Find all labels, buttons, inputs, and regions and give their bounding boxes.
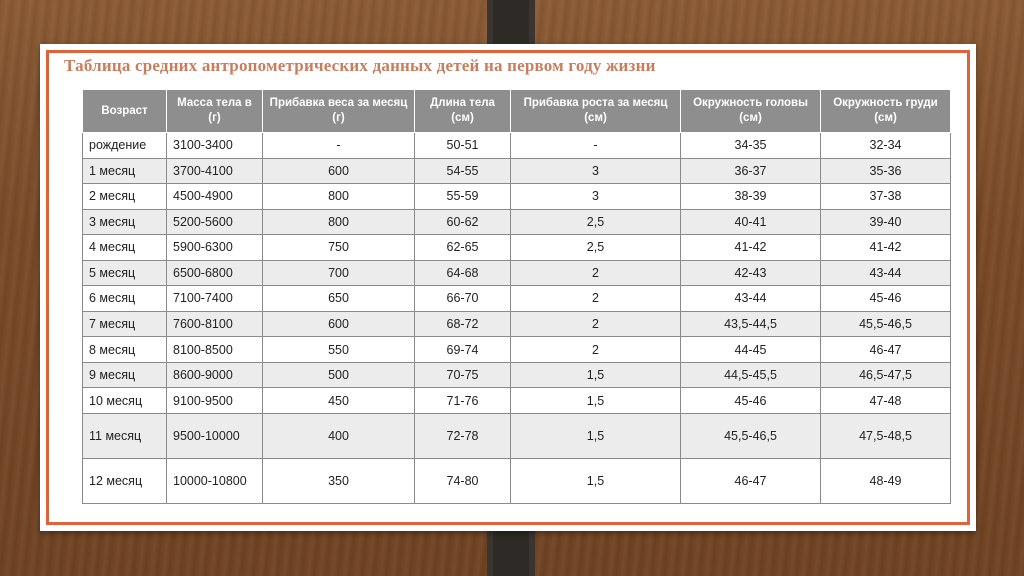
cell-height-gain: 2 (511, 260, 681, 286)
page-title: Таблица средних антропометрических данных детей на первом году жизни (64, 56, 656, 75)
cell-mass: 8600-9000 (167, 362, 263, 388)
cell-weight-gain: 550 (263, 337, 415, 363)
cell-length: 50-51 (415, 133, 511, 159)
cell-length: 60-62 (415, 209, 511, 235)
cell-age: 7 месяц (83, 311, 167, 337)
cell-chest-circ: 45-46 (821, 286, 951, 312)
table-row (83, 286, 951, 312)
table-row (83, 337, 951, 363)
table-row (83, 388, 951, 414)
cell-mass: 9500-10000 (167, 413, 263, 458)
cell-head-circ: 43-44 (681, 286, 821, 312)
cell-weight-gain: - (263, 133, 415, 159)
cell-weight-gain: 500 (263, 362, 415, 388)
table-row (83, 158, 951, 184)
col-header-chest-circ: Окружность груди (см) (821, 90, 951, 133)
cell-age: 12 месяц (83, 458, 167, 503)
cell-length: 62-65 (415, 235, 511, 261)
cell-head-circ: 46-47 (681, 458, 821, 503)
table-row (83, 184, 951, 210)
table-header-row (83, 90, 951, 133)
cell-head-circ: 42-43 (681, 260, 821, 286)
cell-height-gain: 1,5 (511, 458, 681, 503)
cell-head-circ: 43,5-44,5 (681, 311, 821, 337)
cell-height-gain: 2 (511, 337, 681, 363)
col-header-head-circ: Окружность головы (см) (681, 90, 821, 133)
cell-length: 66-70 (415, 286, 511, 312)
cell-chest-circ: 43-44 (821, 260, 951, 286)
cell-age: 8 месяц (83, 337, 167, 363)
col-header-length: Длина тела (см) (415, 90, 511, 133)
background-strap-bottom (487, 524, 535, 576)
cell-age: 5 месяц (83, 260, 167, 286)
table-row (83, 209, 951, 235)
cell-mass: 9100-9500 (167, 388, 263, 414)
cell-weight-gain: 700 (263, 260, 415, 286)
cell-age: 9 месяц (83, 362, 167, 388)
cell-chest-circ: 45,5-46,5 (821, 311, 951, 337)
cell-mass: 4500-4900 (167, 184, 263, 210)
cell-height-gain: 1,5 (511, 388, 681, 414)
cell-age: 3 месяц (83, 209, 167, 235)
cell-chest-circ: 48-49 (821, 458, 951, 503)
cell-age: рождение (83, 133, 167, 159)
cell-height-gain: 2 (511, 311, 681, 337)
table-row (83, 311, 951, 337)
cell-head-circ: 36-37 (681, 158, 821, 184)
cell-height-gain: 2 (511, 286, 681, 312)
cell-chest-circ: 37-38 (821, 184, 951, 210)
cell-weight-gain: 600 (263, 311, 415, 337)
cell-weight-gain: 650 (263, 286, 415, 312)
cell-mass: 8100-8500 (167, 337, 263, 363)
cell-weight-gain: 750 (263, 235, 415, 261)
table-row (83, 413, 951, 458)
cell-length: 72-78 (415, 413, 511, 458)
col-header-age: Возраст (83, 90, 167, 133)
table-row (83, 362, 951, 388)
cell-chest-circ: 47,5-48,5 (821, 413, 951, 458)
cell-head-circ: 44,5-45,5 (681, 362, 821, 388)
table-row (83, 260, 951, 286)
cell-chest-circ: 46-47 (821, 337, 951, 363)
cell-height-gain: 1,5 (511, 413, 681, 458)
cell-age: 2 месяц (83, 184, 167, 210)
table-row (83, 133, 951, 159)
cell-length: 55-59 (415, 184, 511, 210)
cell-mass: 5200-5600 (167, 209, 263, 235)
cell-length: 64-68 (415, 260, 511, 286)
cell-height-gain: 2,5 (511, 209, 681, 235)
slide-card (40, 44, 976, 531)
cell-mass: 3700-4100 (167, 158, 263, 184)
cell-height-gain: 3 (511, 158, 681, 184)
table-row (83, 458, 951, 503)
cell-age: 4 месяц (83, 235, 167, 261)
cell-age: 6 месяц (83, 286, 167, 312)
cell-weight-gain: 800 (263, 209, 415, 235)
cell-chest-circ: 46,5-47,5 (821, 362, 951, 388)
cell-height-gain: 2,5 (511, 235, 681, 261)
cell-mass: 3100-3400 (167, 133, 263, 159)
cell-mass: 10000-10800 (167, 458, 263, 503)
cell-weight-gain: 600 (263, 158, 415, 184)
table-row (83, 235, 951, 261)
cell-length: 69-74 (415, 337, 511, 363)
col-header-mass: Масса тела в (г) (167, 90, 263, 133)
cell-weight-gain: 350 (263, 458, 415, 503)
cell-length: 70-75 (415, 362, 511, 388)
table-body (83, 133, 951, 504)
cell-chest-circ: 47-48 (821, 388, 951, 414)
cell-height-gain: 1,5 (511, 362, 681, 388)
cell-weight-gain: 800 (263, 184, 415, 210)
cell-head-circ: 44-45 (681, 337, 821, 363)
cell-length: 54-55 (415, 158, 511, 184)
cell-chest-circ: 35-36 (821, 158, 951, 184)
cell-mass: 7600-8100 (167, 311, 263, 337)
col-header-height-gain: Прибавка роста за месяц (см) (511, 90, 681, 133)
cell-length: 74-80 (415, 458, 511, 503)
anthropometric-table (82, 89, 951, 504)
cell-age: 11 месяц (83, 413, 167, 458)
cell-head-circ: 45,5-46,5 (681, 413, 821, 458)
cell-mass: 6500-6800 (167, 260, 263, 286)
cell-weight-gain: 400 (263, 413, 415, 458)
cell-height-gain: 3 (511, 184, 681, 210)
cell-head-circ: 45-46 (681, 388, 821, 414)
cell-chest-circ: 32-34 (821, 133, 951, 159)
col-header-weight-gain: Прибавка веса за месяц (г) (263, 90, 415, 133)
cell-height-gain: - (511, 133, 681, 159)
cell-chest-circ: 39-40 (821, 209, 951, 235)
cell-head-circ: 38-39 (681, 184, 821, 210)
cell-age: 10 месяц (83, 388, 167, 414)
cell-age: 1 месяц (83, 158, 167, 184)
cell-weight-gain: 450 (263, 388, 415, 414)
cell-length: 71-76 (415, 388, 511, 414)
cell-head-circ: 34-35 (681, 133, 821, 159)
cell-head-circ: 41-42 (681, 235, 821, 261)
cell-mass: 7100-7400 (167, 286, 263, 312)
cell-chest-circ: 41-42 (821, 235, 951, 261)
cell-mass: 5900-6300 (167, 235, 263, 261)
cell-head-circ: 40-41 (681, 209, 821, 235)
cell-length: 68-72 (415, 311, 511, 337)
